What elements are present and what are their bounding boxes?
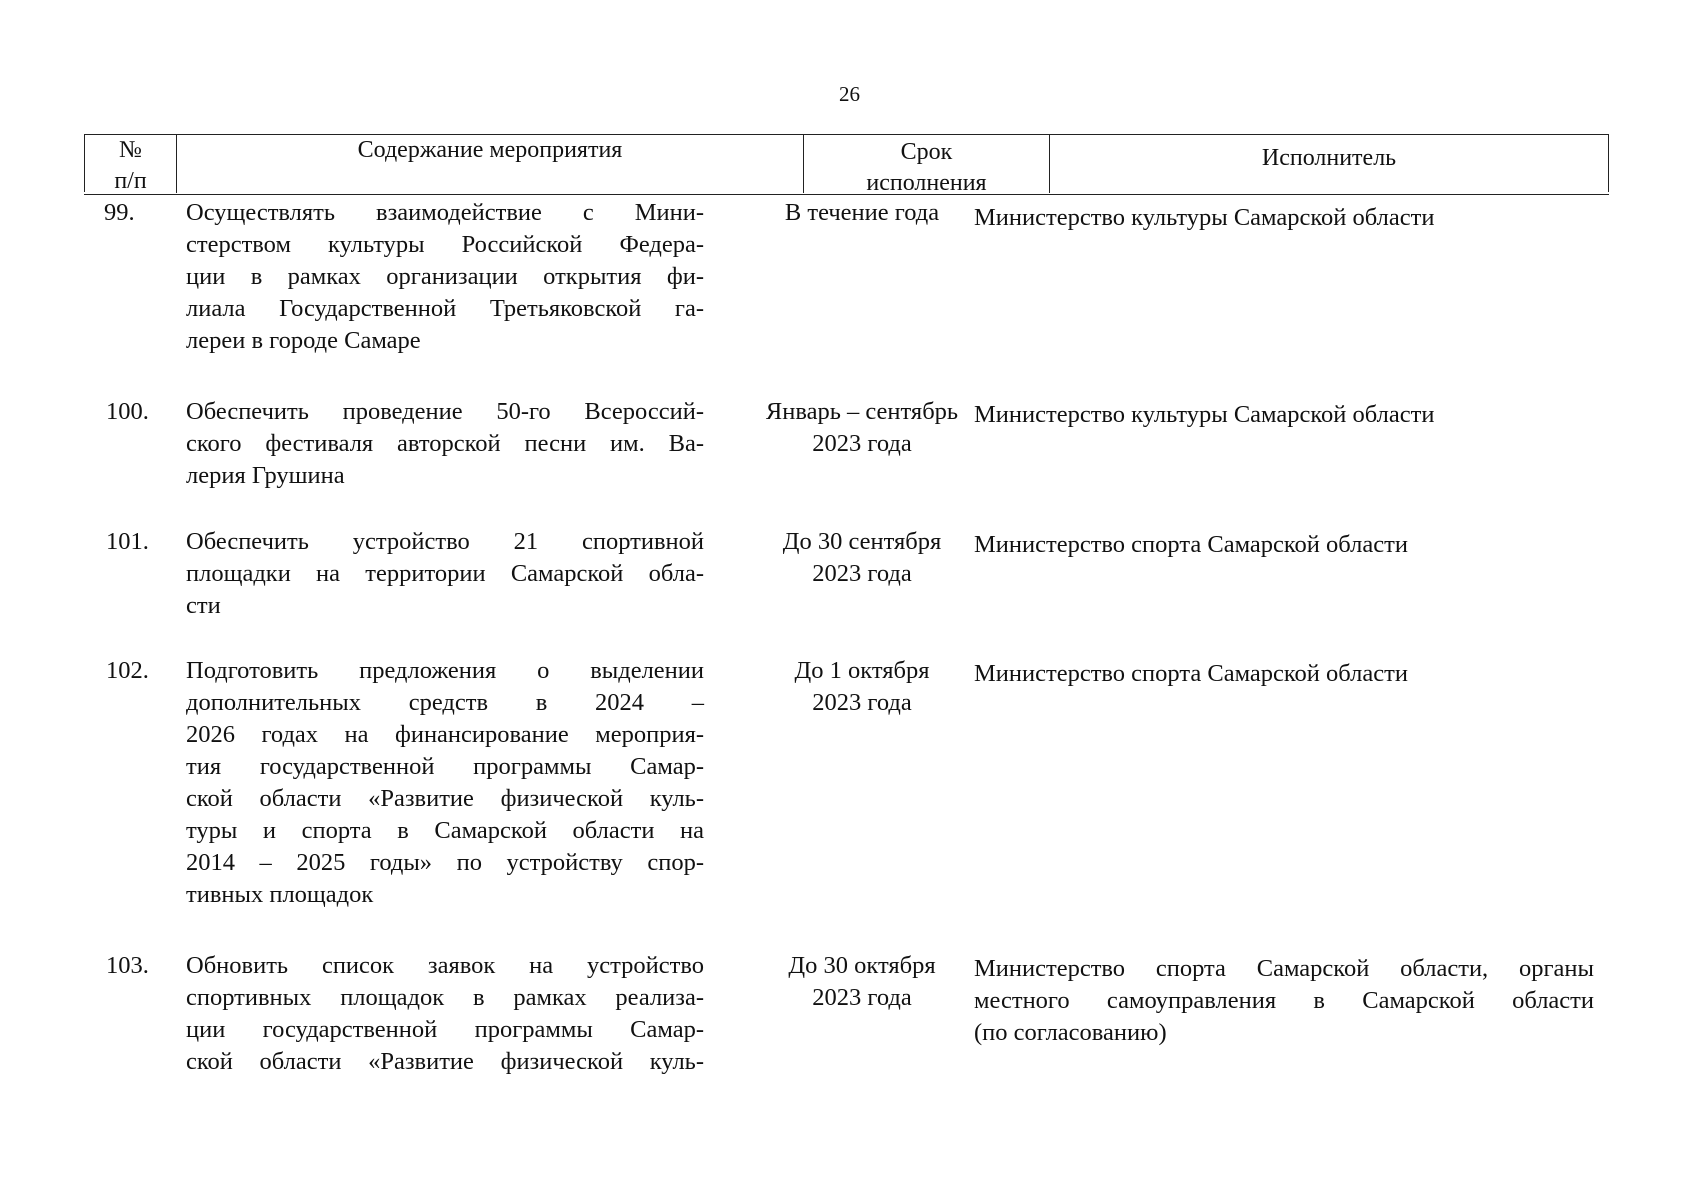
row-deadline: [714, 396, 1010, 460]
content-line: тивных площадок: [186, 881, 374, 908]
content-line: ции государственной программы Самар-: [186, 1016, 704, 1043]
executor-line: Министерство культуры Самарской области: [974, 401, 1435, 428]
row-executor: [974, 529, 1599, 561]
header-deadline: [804, 135, 1050, 196]
content-line: 2026 годах на финансирование мероприя-: [186, 721, 704, 748]
row-executor: [974, 202, 1599, 234]
row-number: 100.: [106, 398, 149, 425]
row-number: 103.: [106, 952, 149, 979]
content-line: Обеспечить устройство 21 спортивной: [186, 528, 704, 555]
content-line: дополнительных средств в 2024 –: [186, 689, 704, 716]
executor-line: местного самоуправления в Самарской области: [974, 987, 1594, 1014]
deadline-line: 2023 года: [812, 984, 912, 1011]
deadline-line: 2023 года: [812, 689, 912, 716]
row-executor: [974, 953, 1594, 1049]
content-line: стерством культуры Российской Федера-: [186, 231, 704, 258]
row-deadline: [714, 526, 1010, 590]
row-content: [186, 526, 704, 622]
row-executor: [974, 658, 1599, 690]
content-line: тия государственной программы Самар-: [186, 753, 704, 780]
content-line: Подготовить предложения о выделении: [186, 657, 704, 684]
row-content: [186, 655, 704, 911]
deadline-line: Январь – сентябрь: [765, 398, 959, 425]
header-executor: Исполнитель: [1261, 145, 1397, 171]
executor-line: (по согласованию): [974, 1019, 1167, 1046]
executor-line: Министерство культуры Самарской области: [974, 204, 1435, 231]
content-line: ского фестиваля авторской песни им. Ва-: [186, 430, 704, 457]
header-num: [85, 135, 177, 193]
page-number: 26: [839, 82, 860, 106]
header-content: Содержание мероприятия: [177, 135, 804, 193]
executor-line: Министерство спорта Самарской области: [974, 531, 1408, 558]
content-line: Обновить список заявок на устройство: [186, 952, 704, 979]
row-deadline: [714, 655, 1010, 719]
content-line: лереи в городе Самаре: [186, 327, 421, 354]
header-divider: [84, 194, 1609, 195]
deadline-line: До 1 октября: [794, 657, 930, 684]
row-content: [186, 950, 704, 1078]
header-deadline-line: исполнения: [866, 170, 987, 196]
deadline-line: До 30 октября: [788, 952, 936, 979]
row-executor: [974, 399, 1599, 431]
header-num-line: №: [119, 137, 142, 163]
content-line: Обеспечить проведение 50-го Всероссий-: [186, 398, 704, 425]
deadline-line: 2023 года: [812, 560, 912, 587]
content-line: площадки на территории Самарской обла-: [186, 560, 704, 587]
row-number: 102.: [106, 657, 149, 684]
deadline-line: До 30 сентября: [782, 528, 942, 555]
header-deadline-line: Срок: [900, 139, 953, 165]
deadline-line: В течение года: [784, 199, 940, 226]
content-line: лерия Грушина: [186, 462, 345, 489]
deadline-line: 2023 года: [812, 430, 912, 457]
content-line: спортивных площадок в рамках реализа-: [186, 984, 704, 1011]
content-line: сти: [186, 592, 221, 619]
content-line: ской области «Развитие физической куль-: [186, 1048, 704, 1075]
content-line: 2014 – 2025 годы» по устройству спор-: [186, 849, 704, 876]
content-line: Осуществлять взаимодействие с Мини-: [186, 199, 704, 226]
executor-line: Министерство спорта Самарской области: [974, 660, 1408, 687]
table-header: [84, 134, 1609, 196]
content-line: ции в рамках организации открытия фи-: [186, 263, 704, 290]
executor-line: Министерство спорта Самарской области, органы: [974, 955, 1594, 982]
row-content: [186, 197, 704, 357]
content-line: ской области «Развитие физической куль-: [186, 785, 704, 812]
header-num-line: п/п: [114, 168, 147, 194]
row-content: [186, 396, 704, 492]
row-number: 99.: [104, 199, 135, 226]
row-deadline: [714, 197, 1010, 229]
row-number: 101.: [106, 528, 149, 555]
row-deadline: [714, 950, 1010, 1014]
content-line: лиала Государственной Третьяковской га-: [186, 295, 704, 322]
content-line: туры и спорта в Самарской области на: [186, 817, 704, 844]
